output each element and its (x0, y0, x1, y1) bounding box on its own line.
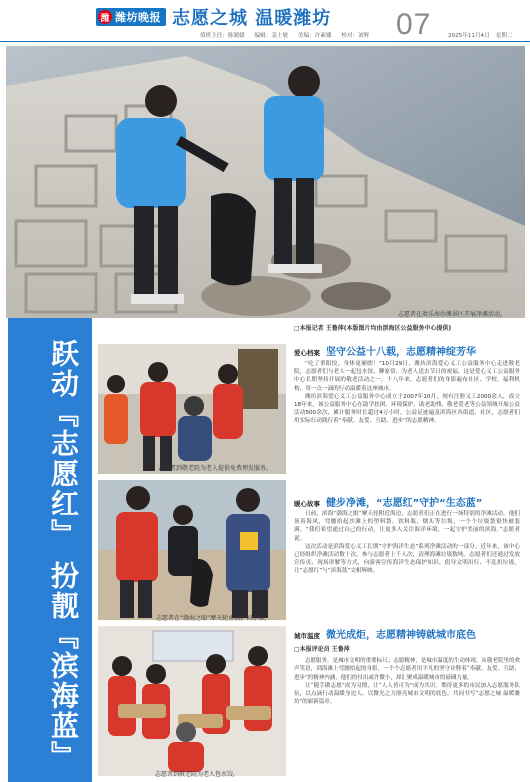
beach-cleanup-illustration (6, 46, 525, 318)
weekday-text: 星期二 (495, 33, 513, 39)
page-title: 志愿之城 温暖潍坊 (172, 8, 332, 29)
dumpling-illustration (98, 626, 286, 776)
headline-vertical: 跃动『志愿红』 扮靓『滨海蓝』 (47, 339, 80, 771)
haircut-illustration (98, 344, 286, 474)
newspaper-logo (96, 8, 166, 26)
section-3-body (294, 657, 520, 779)
commentator-byline: □本报评论员 王鲁萍 (294, 646, 350, 653)
credit-duty-chief: 值班主任：陈媛媛 (200, 33, 245, 39)
header-divider (0, 41, 530, 42)
photo-caption-river: 志愿者在“渤海之眼”摩天轮南侧护河净滩。 (156, 615, 271, 622)
paragraph: “吃了重阳饺，身体更硬朗！”10月29日，潍坊滨海爱心义工公益服务中心走进敬老院，志愿者们与老人一起包水饺、聊家常，为老人送去节日的祝福。这是爱心义工公益服务中心长期坚持开展的敬老活动之一，十八年来，志愿者们的身影遍布社区、学校、福利机构，用一点一滴的行动温暖着这座城市。 (294, 361, 520, 392)
date-text: 2025年11月4日 (448, 33, 490, 39)
credit-proofreader: 校对：刘辉 (341, 33, 370, 39)
publication-date (442, 31, 513, 39)
paragraph: 日前，滨海“渤海之眼”摩天轮附近海边，志愿者们正在进行一场特别的净滩活动。他们顶着海风，弯腰拾起沙滩上的塑料袋、饮料瓶、烟头等垃圾，一个个垃圾袋很快被装满。“我们希望通过自己的行动，让更多人关注海洋环境，一起守护美丽的滨海。”志愿者说。 (294, 511, 520, 542)
river-cleanup-illustration (98, 480, 286, 620)
credit-designer: 美编：许素娜 (297, 33, 332, 39)
section-title: 健步净滩，“志愿红”守护“生态蓝” (326, 498, 483, 509)
top-photo-caption: 志愿者在欢乐海沙滩景区开展净滩活动。 (398, 311, 507, 318)
section-2-body (294, 510, 520, 618)
logo-mark-icon: 潍 (98, 10, 112, 24)
section-title: 坚守公益十八载，志愿精神绽芳华 (326, 347, 476, 358)
section-heading-1 (294, 343, 476, 358)
photo-haircut-service (98, 344, 286, 474)
section-label: 城市温度 (294, 632, 320, 640)
photo-river-cleanup (98, 480, 286, 620)
section-1-body (294, 360, 520, 490)
section-label: 爱心档案 (294, 349, 320, 357)
logo-text: 潍坊晚报 (115, 11, 161, 24)
paragraph: 让“随手做志愿”成为习惯，让“人人皆可为”成为共识。期待更多的市民加入志愿服务队伍，以点滴行动温暖身边人，以微光之力照亮城市文明的底色，共同书写“志愿之城·温暖潍坊”的崭新篇章。 (294, 682, 520, 706)
photo-dumpling-making (98, 626, 286, 776)
top-photo-beach-cleanup (6, 46, 525, 318)
photo-caption-dumplings: 志愿者到敬老院为老人包水饺。 (155, 771, 240, 778)
credit-editor: 编辑：姜士敏 (254, 33, 289, 39)
masthead (96, 6, 331, 28)
section-label: 暖心故事 (294, 500, 320, 508)
page-header (0, 0, 530, 44)
section-heading-2 (294, 494, 482, 509)
page-number: 07 (396, 8, 432, 41)
paragraph: 志愿服务，是城市文明的重要标尺；志愿精神，是城市温度的生动体现。从敬老院里的欢声笑语，到海滩上弯腰拾起的身影，一个个志愿者用平凡的坚守诠释着“奉献、友爱、互助、进步”的精神内涵，他们的付出或许微小，却汇聚成温暖城市的磅礴力量。 (294, 658, 520, 681)
section-heading-3 (294, 626, 476, 641)
paragraph: 潍坊滨海爱心义工公益服务中心成立于2007年10月，现有注册义工2000余人，成立18年来，该公益服务中心在助学扶困、环境保护、助老助残、敬老爱老等公益领域开展公益活动500余次，累计服务时长超过4万小时，公益足迹遍及滨海区各街道、社区，志愿者们用实际行动践行着“奉献、友爱、互助、进步”的志愿精神。 (294, 393, 520, 425)
paragraph: 这次活动是滨海爱心义工长期“守护海洋生态”系列净滩活动的一部分。近年来，该中心已经组织净滩活动数十次，参与志愿者上千人次，清理海滩垃圾数吨。志愿者们还通过发放宣传页、现场讲解等方式，向游客宣传海洋生态保护知识，倡导文明出行、不乱扔垃圾，让“志愿红”与“滨海蓝”交相辉映。 (294, 543, 520, 575)
article-byline: □本报记者 王鲁萍(本版图片均由滨海区公益服务中心提供) (294, 325, 452, 332)
photo-caption-haircut: 志愿者到敬老院为老人提供免费理发服务。 (158, 465, 273, 472)
section-title: 微光成炬，志愿精神铸就城市底色 (326, 630, 476, 641)
editor-credits (200, 31, 377, 39)
